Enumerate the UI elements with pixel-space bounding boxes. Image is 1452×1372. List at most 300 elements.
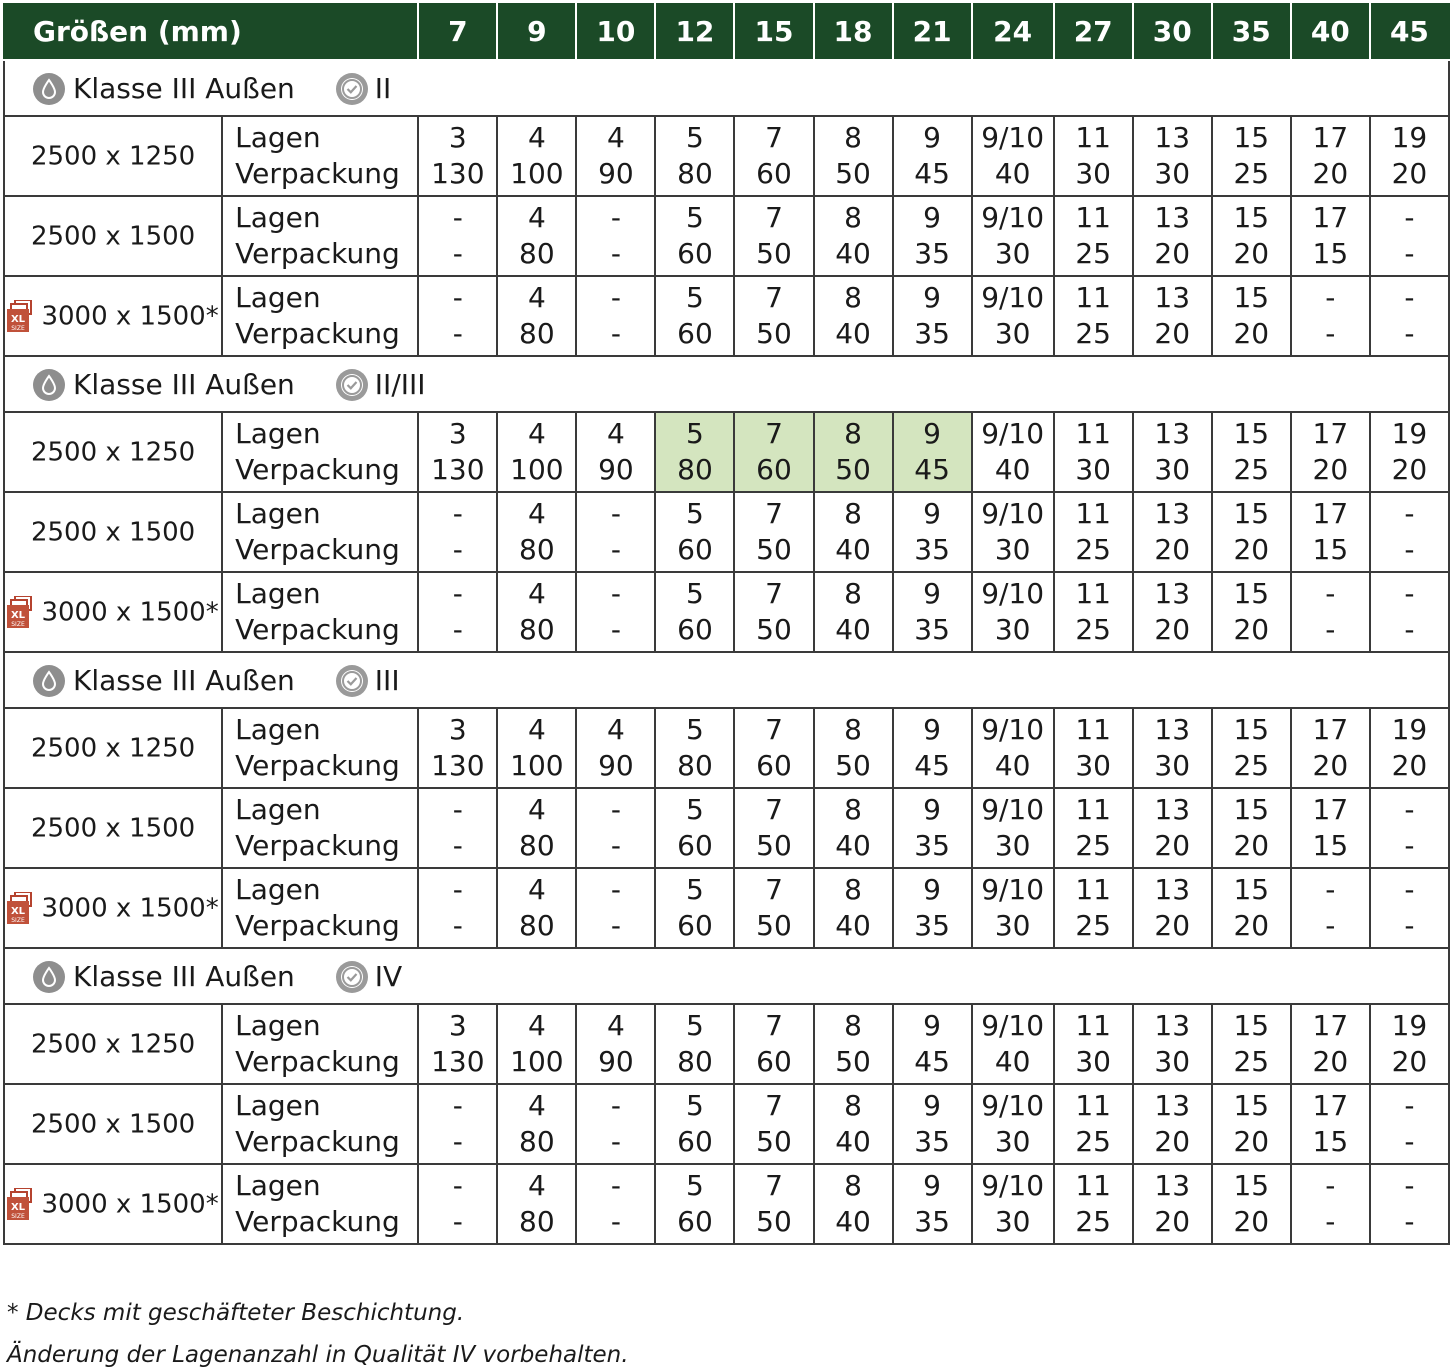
lagen-value: 11 — [1075, 1009, 1111, 1042]
size-header-18: 18 — [814, 4, 893, 60]
quality-badge-icon — [335, 960, 369, 994]
lagen-value: 4 — [527, 873, 546, 906]
verpackung-value: 50 — [756, 317, 792, 350]
lagen-value: 9 — [923, 497, 941, 530]
value-cell — [893, 1004, 972, 1084]
verpackung-value: 80 — [519, 317, 555, 350]
verpackung-value: 50 — [756, 909, 792, 942]
lagen-value: 3 — [448, 1009, 467, 1042]
lagen-value: 8 — [844, 417, 862, 450]
verpackung-value: 30 — [1075, 749, 1111, 782]
verpackung-value: 15 — [1312, 533, 1349, 566]
lagen-value: 15 — [1233, 713, 1270, 746]
verpackung-value: 35 — [914, 613, 950, 646]
lagen-value: 17 — [1312, 417, 1349, 450]
section-title-cell — [4, 652, 1449, 708]
verpackung-value: 60 — [677, 829, 713, 862]
lagen-value: - — [1325, 577, 1336, 610]
value-cell — [1054, 276, 1133, 356]
lagen-value: - — [1404, 873, 1415, 906]
size-header-45: 45 — [1370, 4, 1449, 60]
lagen-value: 8 — [844, 793, 862, 826]
value-cell — [972, 116, 1054, 196]
verpackung-value: 40 — [835, 533, 871, 566]
lagen-value: 4 — [527, 201, 546, 234]
verpackung-value: - — [1325, 1205, 1336, 1238]
verpackung-value: 20 — [1154, 533, 1191, 566]
lagen-value: 15 — [1233, 121, 1270, 154]
lagen-value: 13 — [1154, 201, 1191, 234]
lagen-value: 4 — [527, 417, 546, 450]
value-cell — [1291, 116, 1370, 196]
value-cell — [814, 492, 893, 572]
lagen-value: 9 — [923, 1169, 941, 1202]
lagen-value: 19 — [1391, 121, 1428, 154]
verpackung-value: 100 — [510, 453, 564, 486]
value-cell — [497, 868, 576, 948]
label-lagen: Lagen — [235, 1169, 321, 1202]
svg-text:SIZE: SIZE — [11, 1213, 26, 1221]
size-header-40: 40 — [1291, 4, 1370, 60]
value-cell — [418, 492, 497, 572]
verpackung-value: 30 — [1075, 1045, 1111, 1078]
label-verpackung: Verpackung — [235, 909, 400, 942]
label-verpackung: Verpackung — [235, 1125, 400, 1158]
verpackung-value: 20 — [1391, 749, 1428, 782]
value-cell — [814, 1164, 893, 1244]
lagen-value: - — [610, 1089, 621, 1122]
value-cell — [1370, 572, 1449, 652]
verpackung-value: - — [452, 613, 463, 646]
verpackung-value: 20 — [1154, 613, 1191, 646]
row-labels-cell — [222, 412, 418, 492]
lagen-value: 15 — [1233, 873, 1270, 906]
verpackung-value: 50 — [756, 829, 792, 862]
svg-text:XL: XL — [11, 906, 26, 918]
value-cell — [1212, 276, 1291, 356]
verpackung-value: 30 — [994, 317, 1031, 350]
value-cell — [972, 412, 1054, 492]
label-verpackung: Verpackung — [235, 453, 400, 486]
lagen-value: 13 — [1154, 1009, 1191, 1042]
value-cell — [1370, 708, 1449, 788]
verpackung-value: 40 — [835, 317, 871, 350]
value-cell — [1291, 196, 1370, 276]
dimension-cell — [4, 276, 222, 356]
verpackung-value: 60 — [677, 1205, 713, 1238]
table-row — [4, 412, 1449, 492]
value-cell — [1133, 1004, 1212, 1084]
lagen-value: 11 — [1075, 1169, 1111, 1202]
value-cell — [1291, 492, 1370, 572]
lagen-value: 8 — [844, 873, 862, 906]
verpackung-value: 50 — [835, 749, 871, 782]
lagen-value: 15 — [1233, 497, 1270, 530]
section-header — [4, 60, 1449, 116]
value-cell — [1212, 572, 1291, 652]
verpackung-value: 50 — [756, 533, 792, 566]
section-quality: II — [374, 71, 392, 105]
value-cell — [1133, 1084, 1212, 1164]
verpackung-value: 80 — [519, 829, 555, 862]
lagen-value: 17 — [1312, 1009, 1349, 1042]
row-labels-cell — [222, 116, 418, 196]
value-cell — [1291, 868, 1370, 948]
verpackung-value: 30 — [1075, 453, 1111, 486]
lagen-value: 5 — [686, 1089, 704, 1122]
value-cell — [1291, 1084, 1370, 1164]
lagen-value: - — [452, 1169, 463, 1202]
dimension-label: 2500 x 1500 — [30, 813, 196, 844]
lagen-value: 11 — [1075, 417, 1111, 450]
lagen-value: 15 — [1233, 417, 1270, 450]
value-cell — [655, 1004, 734, 1084]
verpackung-value: 50 — [835, 157, 871, 190]
value-cell — [734, 196, 813, 276]
verpackung-value: 60 — [756, 453, 792, 486]
verpackung-value: - — [610, 909, 621, 942]
section-title-cell — [4, 948, 1449, 1004]
value-cell — [418, 708, 497, 788]
lagen-value: 9 — [923, 417, 941, 450]
verpackung-value: 60 — [677, 909, 713, 942]
value-cell — [1212, 1004, 1291, 1084]
value-cell — [734, 708, 813, 788]
lagen-value: 8 — [844, 1009, 862, 1042]
label-lagen: Lagen — [235, 793, 321, 826]
table-row — [4, 492, 1449, 572]
value-cell — [814, 412, 893, 492]
verpackung-value: 25 — [1075, 1205, 1111, 1238]
table-row — [4, 788, 1449, 868]
value-cell — [814, 1004, 893, 1084]
dimension-label: 2500 x 1500 — [30, 1109, 196, 1140]
verpackung-value: 130 — [431, 157, 485, 190]
lagen-value: 9 — [923, 201, 941, 234]
value-cell — [576, 196, 655, 276]
value-cell — [418, 868, 497, 948]
verpackung-value: 25 — [1075, 237, 1111, 270]
value-cell — [576, 572, 655, 652]
verpackung-value: 20 — [1154, 1205, 1191, 1238]
verpackung-value: 90 — [598, 1045, 634, 1078]
verpackung-value: 30 — [1154, 749, 1191, 782]
size-header-30: 30 — [1133, 4, 1212, 60]
verpackung-value: 35 — [914, 533, 950, 566]
lagen-value: - — [610, 281, 621, 314]
value-cell — [1291, 1164, 1370, 1244]
value-cell — [893, 708, 972, 788]
value-cell — [497, 1084, 576, 1164]
lagen-value: 4 — [606, 1009, 625, 1042]
value-cell — [972, 708, 1054, 788]
value-cell — [972, 492, 1054, 572]
lagen-value: - — [452, 201, 463, 234]
verpackung-value: 30 — [1075, 157, 1111, 190]
lagen-value: 11 — [1075, 121, 1111, 154]
lagen-value: 7 — [765, 201, 783, 234]
lagen-value: 11 — [1075, 873, 1111, 906]
value-cell — [1212, 1084, 1291, 1164]
verpackung-value: 30 — [994, 237, 1031, 270]
verpackung-value: 60 — [677, 237, 713, 270]
value-cell — [972, 572, 1054, 652]
value-cell — [1054, 196, 1133, 276]
value-cell — [576, 412, 655, 492]
value-cell — [1370, 1004, 1449, 1084]
value-cell — [814, 276, 893, 356]
verpackung-value: - — [1325, 909, 1336, 942]
lagen-value: 17 — [1312, 793, 1349, 826]
value-cell — [655, 572, 734, 652]
value-cell — [655, 412, 734, 492]
value-cell — [576, 708, 655, 788]
verpackung-value: 20 — [1154, 317, 1191, 350]
lagen-value: 13 — [1154, 873, 1191, 906]
svg-text:XL: XL — [11, 314, 26, 326]
lagen-value: - — [452, 577, 463, 610]
lagen-value: 9/10 — [981, 1169, 1045, 1202]
lagen-value: 8 — [844, 1169, 862, 1202]
value-cell — [734, 868, 813, 948]
lagen-value: 3 — [448, 417, 467, 450]
verpackung-value: 20 — [1154, 1125, 1191, 1158]
verpackung-value: 90 — [598, 749, 634, 782]
value-cell — [655, 1164, 734, 1244]
size-header-15: 15 — [734, 4, 813, 60]
verpackung-value: 25 — [1233, 157, 1270, 190]
value-cell — [1133, 276, 1212, 356]
size-header-27: 27 — [1054, 4, 1133, 60]
value-cell — [1212, 788, 1291, 868]
lagen-value: 4 — [527, 793, 546, 826]
lagen-value: 5 — [686, 1009, 704, 1042]
value-cell — [893, 412, 972, 492]
lagen-value: 4 — [527, 1009, 546, 1042]
verpackung-value: 80 — [519, 533, 555, 566]
dimension-cell — [4, 196, 222, 276]
value-cell — [655, 788, 734, 868]
verpackung-value: - — [610, 237, 621, 270]
size-header-9: 9 — [497, 4, 576, 60]
value-cell — [1133, 788, 1212, 868]
value-cell — [497, 276, 576, 356]
value-cell — [972, 196, 1054, 276]
value-cell — [1291, 412, 1370, 492]
value-cell — [576, 1004, 655, 1084]
lagen-value: - — [1404, 1089, 1415, 1122]
row-labels-cell — [222, 708, 418, 788]
lagen-value: 5 — [686, 873, 704, 906]
lagen-value: 11 — [1075, 793, 1111, 826]
verpackung-value: 45 — [914, 749, 950, 782]
section-header — [4, 356, 1449, 412]
lagen-value: 9 — [923, 281, 941, 314]
verpackung-value: 60 — [677, 317, 713, 350]
lagen-value: - — [1325, 873, 1336, 906]
size-header-10: 10 — [576, 4, 655, 60]
value-cell — [497, 708, 576, 788]
verpackung-value: 25 — [1075, 909, 1111, 942]
size-header-12: 12 — [655, 4, 734, 60]
label-verpackung: Verpackung — [235, 157, 400, 190]
lagen-value: 8 — [844, 121, 862, 154]
verpackung-value: 35 — [914, 1125, 950, 1158]
dimension-cell — [4, 572, 222, 652]
lagen-value: 7 — [765, 713, 783, 746]
svg-text:XL: XL — [11, 610, 26, 622]
verpackung-value: 20 — [1312, 749, 1349, 782]
svg-text:SIZE: SIZE — [11, 325, 26, 333]
section-title: Klasse III Außen — [73, 959, 295, 993]
lagen-value: - — [1404, 497, 1415, 530]
value-cell — [655, 1084, 734, 1164]
verpackung-value: 20 — [1391, 157, 1428, 190]
label-verpackung: Verpackung — [235, 533, 400, 566]
lagen-value: - — [1325, 281, 1336, 314]
verpackung-value: 50 — [756, 1125, 792, 1158]
value-cell — [1054, 868, 1133, 948]
lagen-value: 7 — [765, 577, 783, 610]
verpackung-value: 80 — [519, 1125, 555, 1158]
table-row — [4, 116, 1449, 196]
label-lagen: Lagen — [235, 577, 321, 610]
lagen-value: 5 — [686, 793, 704, 826]
section-title-cell — [4, 356, 1449, 412]
size-header-35: 35 — [1212, 4, 1291, 60]
lagen-value: 15 — [1233, 1009, 1270, 1042]
verpackung-value: - — [1404, 1205, 1415, 1238]
dimension-label: 2500 x 1250 — [30, 141, 196, 172]
dimension-label: 2500 x 1500 — [30, 221, 196, 252]
value-cell — [655, 276, 734, 356]
dimension-label: 3000 x 1500* — [41, 597, 219, 628]
lagen-value: - — [610, 497, 621, 530]
lagen-value: 13 — [1154, 417, 1191, 450]
value-cell — [972, 1084, 1054, 1164]
value-cell — [1054, 708, 1133, 788]
value-cell — [418, 1004, 497, 1084]
lagen-value: - — [1404, 577, 1415, 610]
lagen-value: 4 — [527, 281, 546, 314]
lagen-value: 9/10 — [981, 281, 1045, 314]
lagen-value: 9/10 — [981, 417, 1045, 450]
lagen-value: 11 — [1075, 1089, 1111, 1122]
verpackung-value: 35 — [914, 909, 950, 942]
verpackung-value: - — [452, 237, 463, 270]
lagen-value: 9/10 — [981, 873, 1045, 906]
verpackung-value: 60 — [756, 1045, 792, 1078]
size-header-24: 24 — [972, 4, 1054, 60]
lagen-value: 5 — [686, 417, 704, 450]
verpackung-value: 20 — [1233, 237, 1270, 270]
lagen-value: 5 — [686, 281, 704, 314]
value-cell — [1212, 196, 1291, 276]
verpackung-value: - — [610, 317, 621, 350]
value-cell — [1133, 868, 1212, 948]
lagen-value: 5 — [686, 201, 704, 234]
verpackung-value: - — [1404, 317, 1415, 350]
quality-badge-icon — [335, 72, 369, 106]
dimension-cell — [4, 1084, 222, 1164]
verpackung-value: 35 — [914, 317, 950, 350]
lagen-value: 11 — [1075, 201, 1111, 234]
lagen-value: 9 — [923, 713, 941, 746]
verpackung-value: - — [610, 613, 621, 646]
table-body — [4, 60, 1449, 1244]
value-cell — [1212, 1164, 1291, 1244]
value-cell — [497, 1004, 576, 1084]
row-labels-cell — [222, 1084, 418, 1164]
value-cell — [1133, 116, 1212, 196]
value-cell — [1133, 1164, 1212, 1244]
table-row — [4, 1084, 1449, 1164]
lagen-value: 7 — [765, 1009, 783, 1042]
verpackung-value: 100 — [510, 749, 564, 782]
lagen-value: 7 — [765, 497, 783, 530]
verpackung-value: - — [610, 1205, 621, 1238]
lagen-value: 7 — [765, 281, 783, 314]
dimension-cell — [4, 492, 222, 572]
lagen-value: 9 — [923, 577, 941, 610]
value-cell — [1133, 196, 1212, 276]
value-cell — [497, 492, 576, 572]
lagen-value: 9/10 — [981, 793, 1045, 826]
verpackung-value: 40 — [835, 909, 871, 942]
verpackung-value: 20 — [1154, 829, 1191, 862]
label-lagen: Lagen — [235, 417, 321, 450]
lagen-value: 9/10 — [981, 1089, 1045, 1122]
sizes-table — [3, 3, 1450, 1245]
value-cell — [576, 116, 655, 196]
label-lagen: Lagen — [235, 1009, 321, 1042]
verpackung-value: 30 — [994, 1205, 1031, 1238]
water-drop-icon — [33, 961, 65, 993]
lagen-value: 7 — [765, 1169, 783, 1202]
water-drop-icon — [33, 73, 65, 105]
lagen-value: 11 — [1075, 497, 1111, 530]
lagen-value: 4 — [527, 577, 546, 610]
lagen-value: 5 — [686, 713, 704, 746]
header-row — [4, 4, 1449, 60]
value-cell — [893, 196, 972, 276]
value-cell — [1133, 412, 1212, 492]
verpackung-value: 20 — [1233, 1205, 1270, 1238]
lagen-value: 9 — [923, 121, 941, 154]
verpackung-value: 15 — [1312, 237, 1349, 270]
dimension-cell — [4, 1004, 222, 1084]
value-cell — [1054, 412, 1133, 492]
verpackung-value: - — [1404, 533, 1415, 566]
verpackung-value: 50 — [835, 1045, 871, 1078]
value-cell — [1370, 788, 1449, 868]
value-cell — [814, 196, 893, 276]
verpackung-value: - — [1404, 237, 1415, 270]
label-verpackung: Verpackung — [235, 1045, 400, 1078]
value-cell — [418, 412, 497, 492]
row-labels-cell — [222, 492, 418, 572]
lagen-value: 8 — [844, 713, 862, 746]
value-cell — [576, 788, 655, 868]
verpackung-value: - — [452, 1125, 463, 1158]
verpackung-value: 90 — [598, 157, 634, 190]
value-cell — [893, 276, 972, 356]
lagen-value: 11 — [1075, 577, 1111, 610]
dimension-label: 3000 x 1500* — [41, 893, 219, 924]
value-cell — [1370, 868, 1449, 948]
verpackung-value: 60 — [756, 157, 792, 190]
value-cell — [497, 1164, 576, 1244]
